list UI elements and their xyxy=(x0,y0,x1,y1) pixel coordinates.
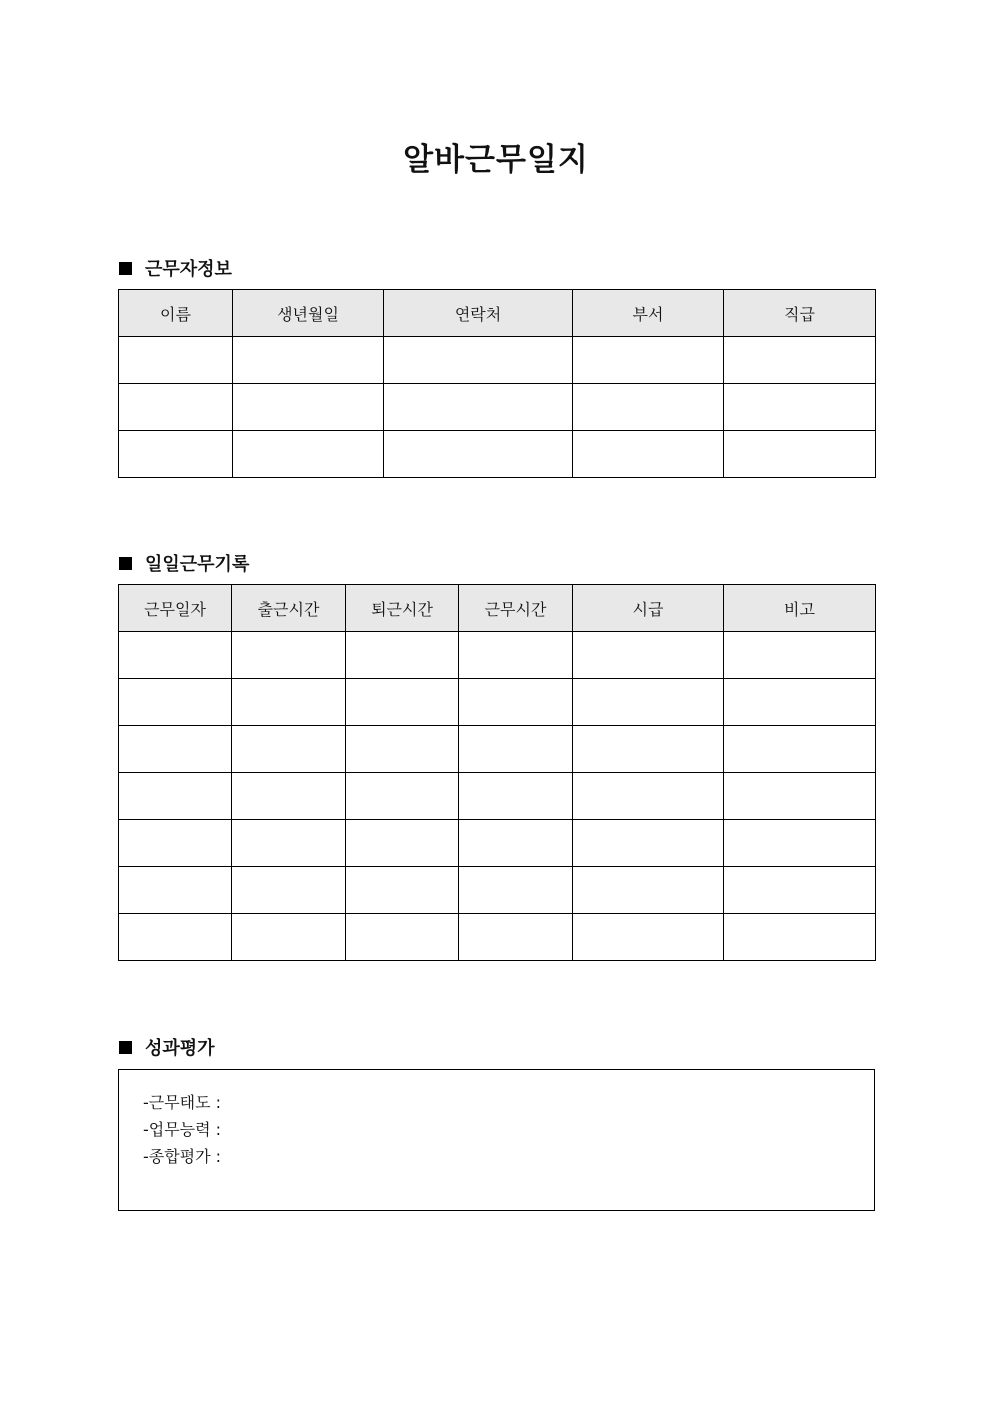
table-cell[interactable] xyxy=(119,632,232,679)
column-header-clock-in: 출근시간 xyxy=(232,585,346,632)
table-cell[interactable] xyxy=(459,679,573,726)
table-cell[interactable] xyxy=(573,867,724,914)
table-cell[interactable] xyxy=(119,431,233,478)
table-row xyxy=(119,867,876,914)
table-cell[interactable] xyxy=(724,632,876,679)
table-cell[interactable] xyxy=(724,337,876,384)
table-cell[interactable] xyxy=(573,914,724,961)
table-cell[interactable] xyxy=(573,773,724,820)
evaluation-heading-label: 성과평가 xyxy=(145,1038,215,1059)
table-cell[interactable] xyxy=(573,820,724,867)
table-cell[interactable] xyxy=(724,431,876,478)
table-cell[interactable] xyxy=(119,773,232,820)
table-cell[interactable] xyxy=(573,384,724,431)
table-cell[interactable] xyxy=(724,679,876,726)
table-cell[interactable] xyxy=(573,337,724,384)
table-cell[interactable] xyxy=(346,773,459,820)
worker-info-header-row xyxy=(119,290,876,337)
evaluation-attitude: -근무태도 : xyxy=(143,1093,222,1112)
column-header-department: 부서 xyxy=(573,290,724,337)
table-row xyxy=(119,726,876,773)
table-cell[interactable] xyxy=(724,867,876,914)
column-header-birthdate: 생년월일 xyxy=(233,290,384,337)
table-cell[interactable] xyxy=(724,914,876,961)
table-cell[interactable] xyxy=(119,867,232,914)
table-row xyxy=(119,773,876,820)
table-cell[interactable] xyxy=(119,679,232,726)
column-header-clock-out: 퇴근시간 xyxy=(346,585,459,632)
column-header-work-hours: 근무시간 xyxy=(459,585,573,632)
table-row xyxy=(119,431,876,478)
table-cell[interactable] xyxy=(724,773,876,820)
table-row xyxy=(119,384,876,431)
table-cell[interactable] xyxy=(232,867,346,914)
table-cell[interactable] xyxy=(384,431,573,478)
evaluation-heading xyxy=(119,1034,215,1060)
column-header-hourly-wage: 시급 xyxy=(573,585,724,632)
table-cell[interactable] xyxy=(346,632,459,679)
table-cell[interactable] xyxy=(384,384,573,431)
table-cell[interactable] xyxy=(459,632,573,679)
table-cell[interactable] xyxy=(459,914,573,961)
table-cell[interactable] xyxy=(346,867,459,914)
table-cell[interactable] xyxy=(384,337,573,384)
table-cell[interactable] xyxy=(573,679,724,726)
table-cell[interactable] xyxy=(724,726,876,773)
table-cell[interactable] xyxy=(573,726,724,773)
table-cell[interactable] xyxy=(573,632,724,679)
table-cell[interactable] xyxy=(232,914,346,961)
column-header-work-date: 근무일자 xyxy=(119,585,232,632)
table-cell[interactable] xyxy=(346,820,459,867)
table-cell[interactable] xyxy=(119,914,232,961)
evaluation-overall: -종합평가 : xyxy=(143,1147,222,1166)
column-header-remarks: 비고 xyxy=(724,585,876,632)
table-cell[interactable] xyxy=(724,820,876,867)
worker-info-heading xyxy=(119,255,232,281)
table-row xyxy=(119,632,876,679)
table-cell[interactable] xyxy=(232,632,346,679)
table-cell[interactable] xyxy=(459,820,573,867)
column-header-position: 직급 xyxy=(724,290,876,337)
square-bullet-icon xyxy=(119,1041,132,1054)
page-title: 알바근무일지 xyxy=(403,142,589,178)
table-cell[interactable] xyxy=(233,431,384,478)
column-header-contact: 연락처 xyxy=(384,290,573,337)
table-cell[interactable] xyxy=(119,820,232,867)
square-bullet-icon xyxy=(119,262,132,275)
table-cell[interactable] xyxy=(232,679,346,726)
table-cell[interactable] xyxy=(346,914,459,961)
table-cell[interactable] xyxy=(232,726,346,773)
worker-info-heading-label: 근무자정보 xyxy=(145,259,232,280)
table-cell[interactable] xyxy=(459,867,573,914)
column-header-name: 이름 xyxy=(119,290,233,337)
evaluation-box[interactable] xyxy=(118,1069,875,1211)
table-cell[interactable] xyxy=(459,773,573,820)
table-row xyxy=(119,914,876,961)
table-cell[interactable] xyxy=(724,384,876,431)
table-row xyxy=(119,820,876,867)
daily-log-heading xyxy=(119,550,249,576)
table-row xyxy=(119,337,876,384)
table-row xyxy=(119,679,876,726)
table-cell[interactable] xyxy=(233,337,384,384)
table-cell[interactable] xyxy=(346,679,459,726)
worker-info-table xyxy=(118,289,876,478)
table-cell[interactable] xyxy=(119,337,233,384)
table-cell[interactable] xyxy=(119,384,233,431)
table-cell[interactable] xyxy=(459,726,573,773)
table-cell[interactable] xyxy=(573,431,724,478)
square-bullet-icon xyxy=(119,557,132,570)
table-cell[interactable] xyxy=(119,726,232,773)
table-cell[interactable] xyxy=(232,820,346,867)
table-cell[interactable] xyxy=(346,726,459,773)
table-cell[interactable] xyxy=(232,773,346,820)
daily-log-header-row xyxy=(119,585,876,632)
daily-log-heading-label: 일일근무기록 xyxy=(145,554,250,575)
evaluation-ability: -업무능력 : xyxy=(143,1120,222,1139)
daily-log-table xyxy=(118,584,876,961)
table-cell[interactable] xyxy=(233,384,384,431)
